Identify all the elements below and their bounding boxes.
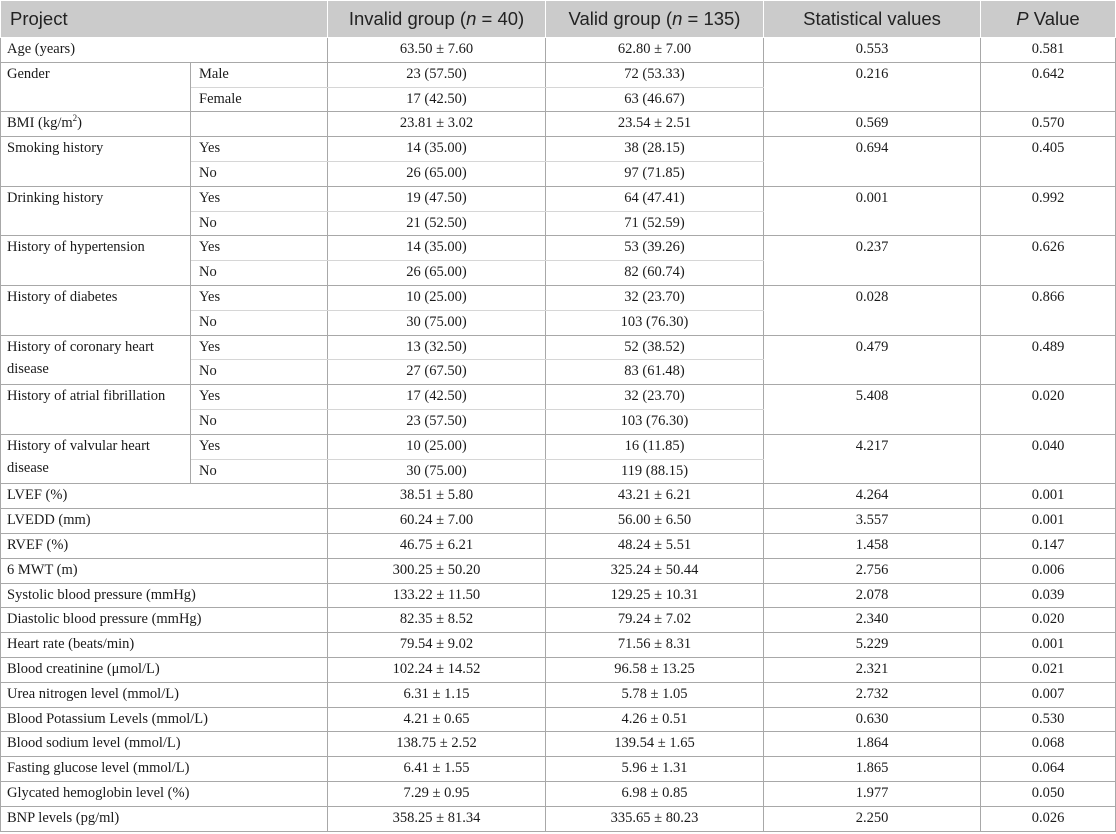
stat-value: 2.756 — [764, 558, 981, 583]
row-label: Age (years) — [1, 38, 328, 63]
row-label: Heart rate (beats/min) — [1, 633, 328, 658]
table-row — [1, 608, 1116, 633]
p-value: 0.530 — [981, 707, 1116, 732]
valid-value: 335.65 ± 80.23 — [546, 806, 764, 831]
invalid-value: 30 (75.00) — [328, 310, 546, 335]
table-row — [1, 509, 1116, 534]
invalid-value: 26 (65.00) — [328, 161, 546, 186]
stat-value: 0.630 — [764, 707, 981, 732]
row-label: LVEDD (mm) — [1, 509, 328, 534]
invalid-value: 27 (67.50) — [328, 360, 546, 385]
subgroup-label: No — [191, 261, 328, 286]
table-row — [1, 633, 1116, 658]
stat-value: 0.216 — [764, 62, 981, 112]
p-value: 0.001 — [981, 484, 1116, 509]
subgroup-label: No — [191, 161, 328, 186]
invalid-value: 138.75 ± 2.52 — [328, 732, 546, 757]
p-value: 0.642 — [981, 62, 1116, 112]
header-invalid-group: Invalid group (n = 40) — [328, 1, 546, 38]
table-row — [1, 707, 1116, 732]
subgroup-label: No — [191, 360, 328, 385]
p-value: 0.992 — [981, 186, 1116, 236]
invalid-value: 60.24 ± 7.00 — [328, 509, 546, 534]
stat-value: 0.694 — [764, 137, 981, 187]
header-valid-group: Valid group (n = 135) — [546, 1, 764, 38]
invalid-value: 13 (32.50) — [328, 335, 546, 360]
p-value: 0.489 — [981, 335, 1116, 385]
valid-value: 96.58 ± 13.25 — [546, 657, 764, 682]
row-label: Blood creatinine (μmol/L) — [1, 657, 328, 682]
row-label: Blood sodium level (mmol/L) — [1, 732, 328, 757]
invalid-value: 10 (25.00) — [328, 285, 546, 310]
valid-value: 56.00 ± 6.50 — [546, 509, 764, 534]
invalid-value: 79.54 ± 9.02 — [328, 633, 546, 658]
p-value: 0.026 — [981, 806, 1116, 831]
valid-value: 103 (76.30) — [546, 310, 764, 335]
invalid-value: 358.25 ± 81.34 — [328, 806, 546, 831]
valid-value: 82 (60.74) — [546, 261, 764, 286]
valid-value: 23.54 ± 2.51 — [546, 112, 764, 137]
p-value: 0.068 — [981, 732, 1116, 757]
p-value: 0.001 — [981, 509, 1116, 534]
stat-value: 0.479 — [764, 335, 981, 385]
p-value: 0.866 — [981, 285, 1116, 335]
table-row — [1, 62, 1116, 87]
table-row — [1, 806, 1116, 831]
row-label: Gender — [1, 62, 191, 112]
header-statistical-values: Statistical values — [764, 1, 981, 38]
table-row — [1, 484, 1116, 509]
invalid-value: 19 (47.50) — [328, 186, 546, 211]
valid-value: 64 (47.41) — [546, 186, 764, 211]
row-label: History of atrial fibrillation — [1, 385, 191, 435]
table-row — [1, 335, 1116, 360]
stat-value: 2.732 — [764, 682, 981, 707]
stat-value: 2.250 — [764, 806, 981, 831]
row-label: 6 MWT (m) — [1, 558, 328, 583]
stat-value: 0.001 — [764, 186, 981, 236]
subgroup-label: Male — [191, 62, 328, 87]
invalid-value: 14 (35.00) — [328, 236, 546, 261]
subgroup-label: Yes — [191, 385, 328, 410]
table-row — [1, 757, 1116, 782]
table-row — [1, 682, 1116, 707]
valid-value: 5.78 ± 1.05 — [546, 682, 764, 707]
row-label: Systolic blood pressure (mmHg) — [1, 583, 328, 608]
table-row — [1, 385, 1116, 410]
invalid-value: 7.29 ± 0.95 — [328, 781, 546, 806]
invalid-value: 63.50 ± 7.60 — [328, 38, 546, 63]
table-row — [1, 558, 1116, 583]
table-row — [1, 137, 1116, 162]
table-row — [1, 186, 1116, 211]
stat-value: 0.237 — [764, 236, 981, 286]
invalid-value: 21 (52.50) — [328, 211, 546, 236]
stat-value: 1.458 — [764, 533, 981, 558]
p-value: 0.039 — [981, 583, 1116, 608]
p-value: 0.147 — [981, 533, 1116, 558]
p-value: 0.020 — [981, 385, 1116, 435]
subgroup-label: No — [191, 459, 328, 484]
invalid-value: 6.41 ± 1.55 — [328, 757, 546, 782]
invalid-value: 26 (65.00) — [328, 261, 546, 286]
p-value: 0.570 — [981, 112, 1116, 137]
valid-value: 71 (52.59) — [546, 211, 764, 236]
row-label: Blood Potassium Levels (mmol/L) — [1, 707, 328, 732]
stat-value: 5.229 — [764, 633, 981, 658]
stat-value: 1.977 — [764, 781, 981, 806]
subgroup-label: No — [191, 310, 328, 335]
table-row — [1, 583, 1116, 608]
stat-value: 4.264 — [764, 484, 981, 509]
subgroup-label: Female — [191, 87, 328, 112]
invalid-value: 4.21 ± 0.65 — [328, 707, 546, 732]
table-row — [1, 38, 1116, 63]
table-row — [1, 657, 1116, 682]
valid-value: 43.21 ± 6.21 — [546, 484, 764, 509]
valid-value: 139.54 ± 1.65 — [546, 732, 764, 757]
p-value: 0.001 — [981, 633, 1116, 658]
table-row — [1, 533, 1116, 558]
p-value: 0.064 — [981, 757, 1116, 782]
table-row — [1, 434, 1116, 459]
table-row — [1, 236, 1116, 261]
subgroup-label — [191, 112, 328, 137]
valid-value: 97 (71.85) — [546, 161, 764, 186]
valid-value: 5.96 ± 1.31 — [546, 757, 764, 782]
table-row — [1, 732, 1116, 757]
valid-value: 53 (39.26) — [546, 236, 764, 261]
subgroup-label: Yes — [191, 285, 328, 310]
invalid-value: 133.22 ± 11.50 — [328, 583, 546, 608]
row-label: Fasting glucose level (mmol/L) — [1, 757, 328, 782]
invalid-value: 82.35 ± 8.52 — [328, 608, 546, 633]
valid-value: 32 (23.70) — [546, 385, 764, 410]
invalid-value: 23 (57.50) — [328, 62, 546, 87]
stat-value: 2.078 — [764, 583, 981, 608]
valid-value: 4.26 ± 0.51 — [546, 707, 764, 732]
valid-value: 83 (61.48) — [546, 360, 764, 385]
table-row — [1, 285, 1116, 310]
invalid-value: 102.24 ± 14.52 — [328, 657, 546, 682]
stat-value: 2.340 — [764, 608, 981, 633]
valid-value: 325.24 ± 50.44 — [546, 558, 764, 583]
valid-value: 52 (38.52) — [546, 335, 764, 360]
valid-value: 32 (23.70) — [546, 285, 764, 310]
invalid-value: 17 (42.50) — [328, 87, 546, 112]
row-label: History of diabetes — [1, 285, 191, 335]
row-label: History of valvular heart disease — [1, 434, 191, 484]
subgroup-label: Yes — [191, 186, 328, 211]
stat-value: 3.557 — [764, 509, 981, 534]
stat-value: 4.217 — [764, 434, 981, 484]
invalid-value: 46.75 ± 6.21 — [328, 533, 546, 558]
stat-value: 0.028 — [764, 285, 981, 335]
valid-value: 48.24 ± 5.51 — [546, 533, 764, 558]
header-p-value: P Value — [981, 1, 1116, 38]
invalid-value: 300.25 ± 50.20 — [328, 558, 546, 583]
valid-value: 6.98 ± 0.85 — [546, 781, 764, 806]
invalid-value: 14 (35.00) — [328, 137, 546, 162]
subgroup-label: Yes — [191, 434, 328, 459]
stat-value: 0.569 — [764, 112, 981, 137]
p-value: 0.021 — [981, 657, 1116, 682]
stat-value: 0.553 — [764, 38, 981, 63]
row-label: Drinking history — [1, 186, 191, 236]
row-label: RVEF (%) — [1, 533, 328, 558]
valid-value: 62.80 ± 7.00 — [546, 38, 764, 63]
p-value: 0.050 — [981, 781, 1116, 806]
invalid-value: 23.81 ± 3.02 — [328, 112, 546, 137]
valid-value: 63 (46.67) — [546, 87, 764, 112]
header-project: Project — [1, 1, 328, 38]
row-label: BMI $(kg/m^2)$ — [1, 112, 191, 137]
subgroup-label: Yes — [191, 137, 328, 162]
row-label: Diastolic blood pressure (mmHg) — [1, 608, 328, 633]
subgroup-label: No — [191, 409, 328, 434]
stat-value: 5.408 — [764, 385, 981, 435]
invalid-value: 38.51 ± 5.80 — [328, 484, 546, 509]
p-value: 0.405 — [981, 137, 1116, 187]
subgroup-label: Yes — [191, 236, 328, 261]
table-row — [1, 781, 1116, 806]
subgroup-label: No — [191, 211, 328, 236]
p-value: 0.581 — [981, 38, 1116, 63]
row-label: History of coronary heart disease — [1, 335, 191, 385]
invalid-value: 23 (57.50) — [328, 409, 546, 434]
invalid-value: 6.31 ± 1.15 — [328, 682, 546, 707]
p-value: 0.020 — [981, 608, 1116, 633]
valid-value: 103 (76.30) — [546, 409, 764, 434]
subgroup-label: Yes — [191, 335, 328, 360]
row-label: History of hypertension — [1, 236, 191, 286]
stat-value: 1.864 — [764, 732, 981, 757]
invalid-value: 17 (42.50) — [328, 385, 546, 410]
valid-value: 72 (53.33) — [546, 62, 764, 87]
stat-value: 1.865 — [764, 757, 981, 782]
stat-value: 2.321 — [764, 657, 981, 682]
row-label: Smoking history — [1, 137, 191, 187]
p-value: 0.007 — [981, 682, 1116, 707]
row-label: Urea nitrogen level (mmol/L) — [1, 682, 328, 707]
valid-value: 119 (88.15) — [546, 459, 764, 484]
table-header-row — [1, 1, 1116, 38]
p-value: 0.040 — [981, 434, 1116, 484]
valid-value: 16 (11.85) — [546, 434, 764, 459]
valid-value: 79.24 ± 7.02 — [546, 608, 764, 633]
table-row — [1, 112, 1116, 137]
valid-value: 38 (28.15) — [546, 137, 764, 162]
invalid-value: 30 (75.00) — [328, 459, 546, 484]
row-label: Glycated hemoglobin level (%) — [1, 781, 328, 806]
valid-value: 129.25 ± 10.31 — [546, 583, 764, 608]
valid-value: 71.56 ± 8.31 — [546, 633, 764, 658]
p-value: 0.626 — [981, 236, 1116, 286]
invalid-value: 10 (25.00) — [328, 434, 546, 459]
p-value: 0.006 — [981, 558, 1116, 583]
row-label: LVEF (%) — [1, 484, 328, 509]
row-label: BNP levels (pg/ml) — [1, 806, 328, 831]
